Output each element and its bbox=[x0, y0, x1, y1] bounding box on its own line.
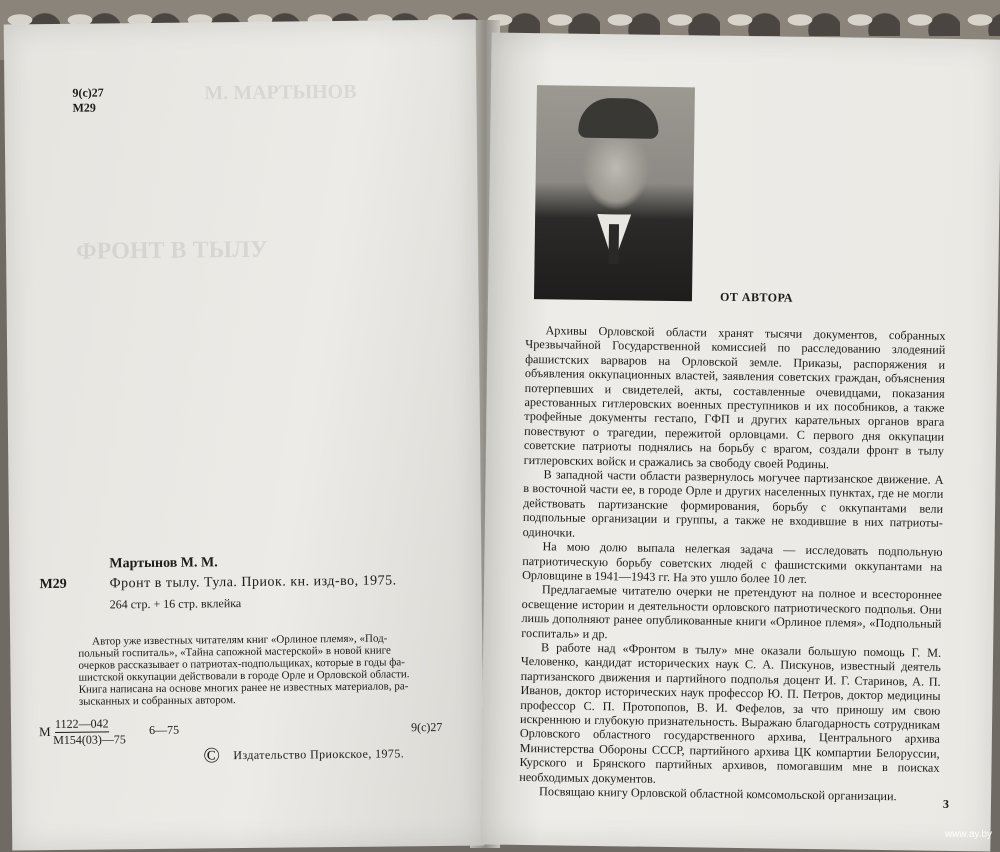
copyright-icon: © bbox=[203, 742, 221, 768]
annotation-line: Книга написана на основе многих ранее не известных материалов, ра- bbox=[78, 680, 409, 696]
left-page bbox=[4, 20, 485, 851]
author-foreword bbox=[519, 323, 946, 804]
bibliographic-title: Фронт в тылу. Тула. Приок. кн. изд-во, 1975. bbox=[109, 573, 397, 592]
paragraph: Посвящаю книгу Орловской областной комсомольской организации. bbox=[539, 784, 897, 804]
show-through-title: ФРОНТ В ТЫЛУ bbox=[75, 236, 268, 265]
class-code: 9(с)27 bbox=[72, 85, 104, 100]
paragraph: На мою долю выпала нелегкая задача — исследовать подпольную патриотическую борьбу советских людей с фашистскими оккупантами на Орловщине в 1941—1943 гг. На это ушло более 10 лет. bbox=[522, 539, 943, 586]
author-portrait bbox=[534, 85, 695, 301]
paragraph: Архивы Орловской области хранят тысячи документов, собранных Чрезвычайной Государственной комиссией по расследованию злодеяний фашистских варваров на Орловской земле. Приказы, распоряжения и объявления оккупационных властей, заявления советских граждан, объяснения потерпевших и свидетелей, акты, составленные очевидцами, показания арестованных гитлеровских военных преступников и их пособников, а также трофейные документы гестапо, ГФП и других карательных органов врага повествуют о трагедии, пережитой орловцами. С первого дня оккупации советские патриоты поднялись на борьбу с врагом, создали фронт в тылу гитлеровских войск и сражались за свободу своей Родины. bbox=[523, 323, 946, 471]
paragraph: В работе над «Фронтом в тылу» мне оказали большую помощь Г. М. Человенко, кандидат исторических наук С. А. Пискунов, известный деятель партизанского движения и партийного подполья доцент И. Г. Старинов, А. П. Иванов, доктор исторических наук профессор Ю. П. Петров, доктор медицины профессор С. П. Протопопов, В. И. Фефелов, за что приношу им свою искреннюю и глубокую признательность. Выражаю благодарность сотрудникам Орловского областного государственного архива, Центрального архива Министерства Обороны СССР, партийного архива ЦК компартии Белоруссии, Курского и Брянского партийных архивов, помогавшим мне в поисках необходимых документов. bbox=[519, 640, 942, 786]
watermark: www.ay.by bbox=[944, 829, 992, 840]
show-through-text: М. МАРТЫНОВ bbox=[204, 80, 357, 105]
section-heading: ОТ АВТОРА bbox=[719, 289, 794, 305]
annotation-line: шистской оккупации действовали в городе Орле и Орловской области. bbox=[78, 668, 410, 684]
code-denominator: М154(03)—75 bbox=[53, 732, 126, 748]
publisher-line: Издательство Приокское, 1975. bbox=[233, 746, 405, 763]
annotation-line: Автор уже известных читателям книг «Орлиное племя», «Под- bbox=[92, 632, 388, 648]
code-numerator: 1122—042 bbox=[54, 716, 109, 731]
right-page bbox=[480, 32, 1000, 851]
paragraph: В западной части области развернулось могучее партизанское движение. А в восточной части ее, в городе Орле и других населенных пунктах, где не могли действовать партизанские формирования, борьбу с оккупантами вели подпольные организации и группы, а также не входившие в них патриоты-одиночки. bbox=[522, 467, 944, 540]
code-prefix: М bbox=[39, 724, 51, 740]
author-name: Мартынов М. М. bbox=[109, 555, 218, 572]
code-suffix: 6—75 bbox=[149, 722, 180, 738]
code-right: 9(с)27 bbox=[410, 719, 443, 735]
annotation-line: зысканных и собранных автором. bbox=[78, 694, 236, 708]
annotation-line: очерков рассказывает о патриотах-подпольщиках, которые в годы фа- bbox=[78, 656, 405, 672]
paragraph: Предлагаемые читателю очерки не претендуют на полное и всестороннее освещение истории и деятельности орловского патриотического подполья. Они лишь дополняют ранее опубликованные книги «Орлиное племя», «Подпольный госпиталь» и др. bbox=[521, 582, 942, 641]
margin-mark: М29 bbox=[39, 576, 67, 593]
page-number: 3 bbox=[942, 796, 950, 811]
catalog-mark: М29 bbox=[72, 100, 96, 115]
page-count: 264 стр. + 16 стр. вклейка bbox=[109, 596, 242, 612]
annotation-line: польный госпиталь», «Тайна сапожной мастерской» в новой книге bbox=[78, 644, 391, 660]
